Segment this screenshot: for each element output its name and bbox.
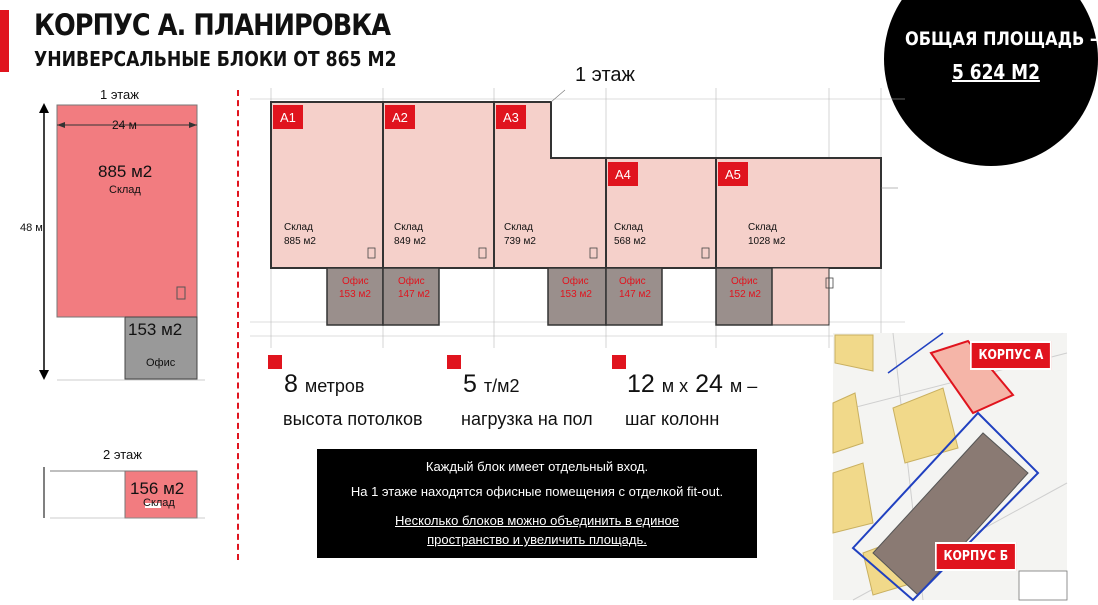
small-plan-warehouse-label: Склад <box>109 184 141 196</box>
note-line-1: Каждый блок имеет отдельный вход. <box>425 459 649 474</box>
small-plan-floor2-label-text: Склад <box>143 497 175 509</box>
small-plan-office-area: 153 м2 <box>128 320 183 339</box>
page-subtitle: УНИВЕРСАЛЬНЫЕ БЛОКИ ОТ 865 М2 <box>34 47 397 71</box>
block-a2-area: 849 м2 <box>394 236 426 247</box>
main-floor-plan <box>250 88 910 353</box>
office-a3-label: Офис <box>562 276 589 287</box>
feature-grid-caption: шаг колонн <box>625 409 720 429</box>
office-a5-area: 152 м2 <box>729 289 761 300</box>
small-plan-warehouse-area: 885 м2 <box>98 162 153 181</box>
small-plan-floor1-label: 1 этаж <box>100 87 139 102</box>
block-a3-label: Склад <box>504 222 533 233</box>
block-a4-tag: A4 <box>615 167 631 182</box>
block-a5-area: 1028 м2 <box>748 236 786 247</box>
small-plan-height-label: 48 м <box>20 222 43 234</box>
feature-grid: 12 м х 24 м – <box>627 370 758 398</box>
note-line-3: Несколько блоков можно объединить в единое пространство и увеличить площадь. <box>395 513 679 547</box>
map-building-a-label: КОРПУС А <box>970 341 1052 370</box>
feature-ceiling-caption: высота потолков <box>283 409 423 429</box>
accent-bar <box>0 10 9 72</box>
block-a5-tag: A5 <box>725 167 741 182</box>
block-a1-label: Склад <box>284 222 313 233</box>
feature-load-caption: нагрузка на пол <box>461 409 593 429</box>
block-a1-tag: A1 <box>280 110 296 125</box>
block-a4-label: Склад <box>614 222 643 233</box>
feature-marker <box>612 355 626 369</box>
notes-box <box>317 449 757 558</box>
small-plan-width-label: 24 м <box>112 118 137 132</box>
feature-ceiling: 8 метров <box>284 370 365 398</box>
office-a1-area: 153 м2 <box>339 289 371 300</box>
map-building-b-label: КОРПУС Б <box>935 542 1017 571</box>
block-a1-area: 885 м2 <box>284 236 316 247</box>
small-plan-floor2-label: 2 этаж <box>103 447 142 462</box>
office-a5-label: Офис <box>731 276 758 287</box>
site-map <box>833 333 1067 600</box>
block-a2-tag: A2 <box>392 110 408 125</box>
separator <box>237 90 239 560</box>
block-a5-label: Склад <box>748 222 777 233</box>
office-a4-label: Офис <box>619 276 646 287</box>
office-a2-label: Офис <box>398 276 425 287</box>
office-a2-area: 147 м2 <box>398 289 430 300</box>
block-a3-area: 739 м2 <box>504 236 536 247</box>
feature-load: 5 т/м2 <box>463 370 520 398</box>
main-plan-floor-label: 1 этаж <box>575 64 635 86</box>
office-a4-area: 147 м2 <box>619 289 651 300</box>
feature-marker <box>447 355 461 369</box>
office-a3-area: 153 м2 <box>560 289 592 300</box>
block-a4-area: 568 м2 <box>614 236 646 247</box>
total-area-value: 5 624 М2 <box>952 60 1040 84</box>
small-plan-floor2 <box>0 462 236 522</box>
block-a3-tag: A3 <box>503 110 519 125</box>
small-plan-floor2-area: 156 м2 <box>130 479 185 498</box>
office-a1-label: Офис <box>342 276 369 287</box>
small-plan-office-label: Офис <box>146 357 176 369</box>
note-line-2: На 1 этаже находятся офисные помещения с отделкой fit-out. <box>350 484 724 499</box>
feature-marker <box>268 355 282 369</box>
page-title: КОРПУС А. ПЛАНИРОВКА <box>34 8 391 42</box>
block-a2-label: Склад <box>394 222 423 233</box>
total-area-label: ОБЩАЯ ПЛОЩАДЬ – <box>905 28 1098 50</box>
small-plan-floor1 <box>0 95 236 395</box>
